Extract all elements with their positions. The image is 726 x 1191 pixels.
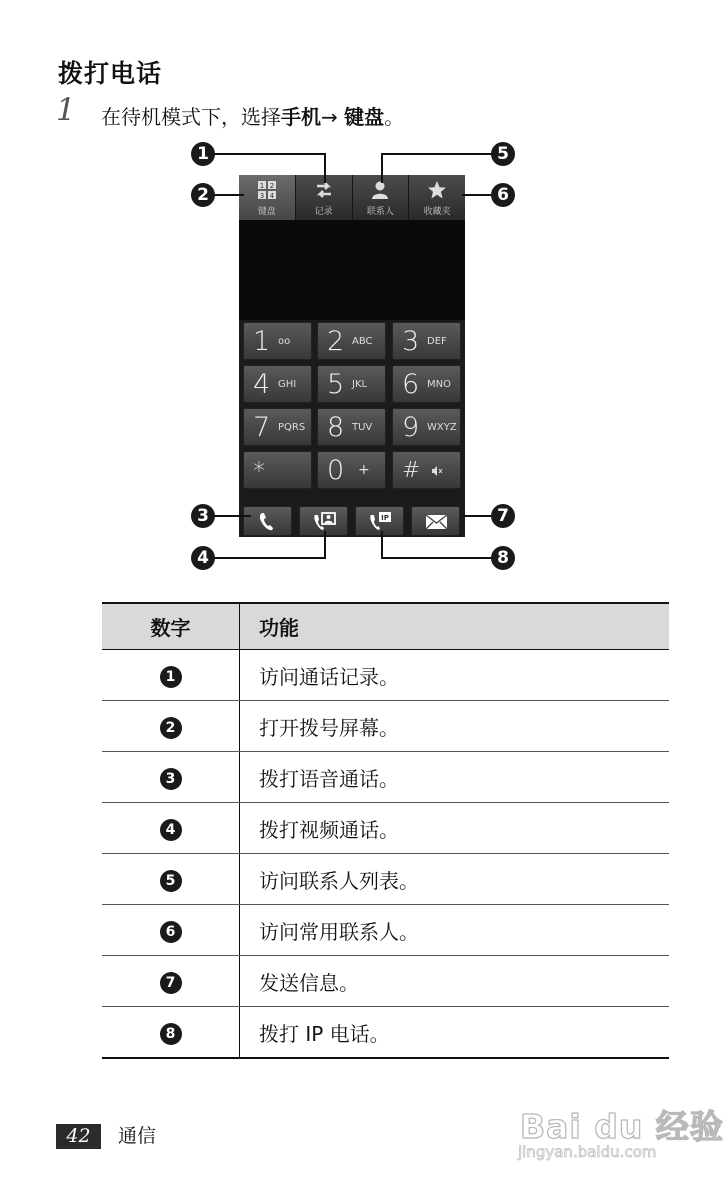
key-digit: 3: [402, 326, 420, 357]
star-icon: [409, 180, 465, 200]
key-digit: 4: [253, 369, 271, 400]
swap-arrows-icon: [296, 180, 352, 200]
callout-line: [214, 557, 325, 559]
svg-text:3: 3: [259, 192, 265, 200]
key-digit: 5: [327, 369, 345, 400]
row-text: 打开拨号屏幕。: [240, 701, 670, 752]
step-bold-keypad: 键盘: [344, 105, 385, 129]
table-row: [102, 1007, 669, 1059]
person-icon: [353, 180, 409, 200]
key-digit: 2: [327, 326, 345, 357]
mute-icon: [431, 465, 443, 477]
svg-text:IP: IP: [381, 514, 389, 522]
key-hash[interactable]: [392, 451, 461, 489]
tab-label: 键盘: [257, 207, 276, 217]
key-digit: 9: [402, 412, 420, 443]
key-digit: 1: [253, 326, 271, 357]
row-text: 发送信息。: [240, 956, 670, 1007]
step-number: 1: [56, 92, 76, 128]
key-letters: JKL: [352, 379, 368, 390]
key-digit: 6: [402, 369, 420, 400]
watermark-logo: Bai du 经验: [520, 1107, 724, 1146]
table-header: [102, 603, 669, 650]
callout-7: 7: [491, 504, 515, 528]
table-row: [102, 701, 669, 752]
key-digit: *: [253, 457, 265, 485]
key-letters: ABC: [352, 336, 373, 347]
row-number: 3: [160, 768, 182, 790]
tab-keypad[interactable]: [239, 175, 296, 220]
key-digit: 8: [327, 412, 345, 443]
step-arrow: →: [321, 105, 345, 129]
callout-line: [381, 153, 383, 183]
callout-line: [324, 153, 326, 183]
row-text: 访问通话记录。: [240, 650, 670, 701]
row-number: 8: [160, 1023, 182, 1045]
function-table: [102, 602, 669, 1059]
tab-favorites[interactable]: [409, 175, 465, 220]
tab-label: 联系人: [366, 207, 394, 217]
call-actions: [243, 506, 462, 536]
callout-line: [381, 531, 383, 559]
row-number: 7: [160, 972, 182, 994]
message-button[interactable]: [411, 506, 460, 536]
key-letters: DEF: [427, 336, 447, 347]
step-bold-phone: 手机: [281, 105, 321, 129]
key-4[interactable]: [243, 365, 312, 403]
row-text: 拨打语音通话。: [240, 752, 670, 803]
callout-line: [214, 515, 251, 517]
row-number: 5: [160, 870, 182, 892]
step-instruction: [101, 101, 404, 130]
key-digit: 7: [253, 412, 271, 443]
row-text: 访问常用联系人。: [240, 905, 670, 956]
callout-3: 3: [191, 504, 215, 528]
key-letters: TUV: [352, 422, 373, 433]
step-prefix: 在待机模式下，选择: [101, 105, 281, 129]
svg-text:4: 4: [269, 192, 275, 200]
callout-line: [214, 153, 325, 155]
page-number: 42: [56, 1124, 101, 1149]
dial-keypad: [243, 322, 462, 490]
callout-1: 1: [191, 142, 215, 166]
callout-line: [381, 153, 492, 155]
page-heading: 拨打电话: [58, 59, 163, 88]
table-row: [102, 905, 669, 956]
key-3[interactable]: [392, 322, 461, 360]
key-1[interactable]: [243, 322, 312, 360]
row-number: 4: [160, 819, 182, 841]
phone-screen: [239, 175, 465, 537]
key-star[interactable]: [243, 451, 312, 489]
callout-4: 4: [191, 546, 215, 570]
key-letters: PQRS: [278, 422, 306, 433]
video-call-icon: [312, 511, 338, 533]
tab-label: 记录: [314, 207, 333, 217]
step-suffix: 。: [384, 105, 405, 129]
row-number: 6: [160, 921, 182, 943]
table-row: [102, 752, 669, 803]
key-0[interactable]: [317, 451, 386, 489]
row-text: 访问联系人列表。: [240, 854, 670, 905]
row-number: 2: [160, 717, 182, 739]
key-letters: +: [358, 462, 370, 478]
callout-line: [324, 531, 326, 559]
callout-8: 8: [491, 546, 515, 570]
table-row: [102, 854, 669, 905]
voicemail-icon: oo: [278, 336, 291, 347]
key-5[interactable]: [317, 365, 386, 403]
row-number: 1: [160, 666, 182, 688]
section-name: 通信: [118, 1125, 157, 1147]
table-row: [102, 650, 669, 701]
header-number: 数字: [102, 603, 240, 650]
ip-call-button[interactable]: [355, 506, 404, 536]
svg-text:2: 2: [269, 182, 275, 190]
envelope-icon: [424, 511, 450, 533]
svg-text:1: 1: [259, 182, 265, 190]
tab-bar: [239, 175, 465, 220]
callout-line: [462, 194, 492, 196]
row-text: 拨打视频通话。: [240, 803, 670, 854]
callout-line: [462, 515, 492, 517]
callout-line: [381, 557, 492, 559]
ip-call-icon: [368, 511, 394, 533]
table-row: [102, 956, 669, 1007]
callout-2: 2: [191, 183, 215, 207]
key-9[interactable]: [392, 408, 461, 446]
tab-label: 收藏夹: [423, 207, 451, 217]
key-2[interactable]: [317, 322, 386, 360]
row-text: 拨打 IP 电话。: [240, 1007, 670, 1059]
voice-call-button[interactable]: [243, 506, 292, 536]
callout-6: 6: [491, 183, 515, 207]
key-letters: WXYZ: [427, 422, 457, 433]
keypad-icon: [239, 180, 295, 200]
callout-5: 5: [491, 142, 515, 166]
header-function: 功能: [240, 603, 670, 650]
key-7[interactable]: [243, 408, 312, 446]
watermark-url: jingyan.baidu.com: [518, 1143, 657, 1161]
key-6[interactable]: [392, 365, 461, 403]
table-row: [102, 803, 669, 854]
key-digit: #: [402, 458, 421, 483]
key-letters: MNO: [427, 379, 451, 390]
key-digit: 0: [327, 455, 345, 486]
key-8[interactable]: [317, 408, 386, 446]
callout-line: [214, 194, 244, 196]
key-letters: GHI: [278, 379, 297, 390]
number-display: [239, 220, 465, 320]
phone-icon: [256, 511, 280, 533]
